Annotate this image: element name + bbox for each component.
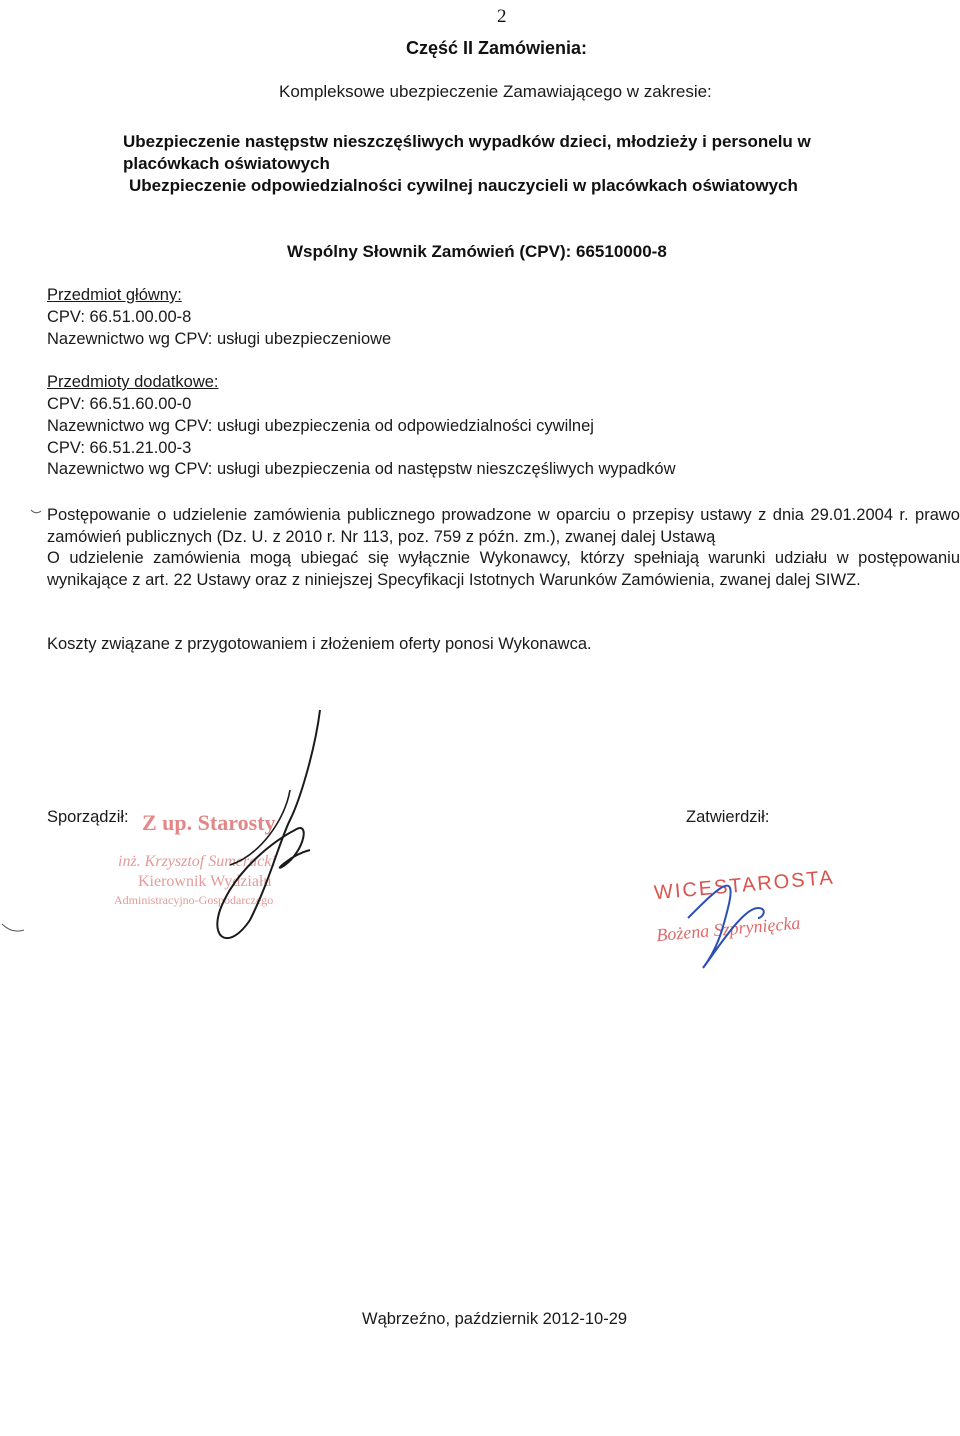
additional-subject-name: Nazewnictwo wg CPV: usługi ubezpieczenia od następstw nieszczęśliwych wypadków	[47, 460, 676, 478]
svg-text:Administracyjno-Gospodarczego: Administracyjno-Gospodarczego	[114, 893, 274, 907]
margin-mark	[0, 920, 26, 936]
page-number: 2	[497, 6, 507, 27]
cpv-main-code: Wspólny Słownik Zamówień (CPV): 66510000-8	[287, 242, 667, 261]
main-subject-cpv: CPV: 66.51.00.00-8	[47, 308, 192, 326]
scope-line-3: Ubezpieczenie odpowiedzialności cywilnej nauczycieli w placówkach oświatowych	[129, 176, 798, 195]
additional-subject-cpv: CPV: 66.51.21.00-3	[47, 439, 192, 457]
margin-mark	[30, 505, 42, 517]
prepared-by-label: Sporządził:	[47, 808, 129, 826]
main-subject-name: Nazewnictwo wg CPV: usługi ubezpieczeniowe	[47, 330, 392, 348]
place-and-date: Wąbrzeźno, październik 2012-10-29	[362, 1310, 628, 1328]
legal-basis-paragraph: Postępowanie o udzielenie zamówienia publicznego prowadzone w oparciu o przepisy ustawy z dnia 29.01.2004 r. prawo zamówień publicznych (Dz. U. z 2010 r. Nr 113, poz. 759 z późn. zm.), zwanej dalej Ustawą	[47, 506, 960, 546]
additional-subject-name: Nazewnictwo wg CPV: usługi ubezpieczenia od odpowiedzialności cywilnej	[47, 417, 594, 435]
approved-by-label: Zatwierdził:	[686, 808, 770, 826]
section-title: Część II Zamówienia:	[406, 38, 588, 58]
svg-text:WICESTAROSTA: WICESTAROSTA	[653, 866, 836, 905]
scope-line-1: Ubezpieczenie następstw nieszczęśliwych wypadków dzieci, młodzieży i personelu w	[123, 132, 811, 151]
svg-text:Z up. Starosty: Z up. Starosty	[142, 810, 276, 835]
svg-text:inż. Krzysztof Sumeracki: inż. Krzysztof Sumeracki	[118, 853, 276, 870]
additional-subjects-label: Przedmioty dodatkowe:	[47, 373, 219, 391]
svg-text:Bożena Szprynięcka: Bożena Szprynięcka	[655, 912, 802, 946]
costs-paragraph: Koszty związane z przygotowaniem i złożeniem oferty ponosi Wykonawca.	[47, 635, 592, 653]
main-subject-label: Przedmiot główny:	[47, 286, 182, 304]
scope-line-2: placówkach oświatowych	[123, 154, 330, 173]
left-official-stamp	[110, 690, 390, 970]
subtitle: Kompleksowe ubezpieczenie Zamawiającego w zakresie:	[279, 82, 712, 101]
right-official-stamp	[648, 848, 848, 978]
eligibility-paragraph: O udzielenie zamówienia mogą ubiegać się wyłącznie Wykonawcy, którzy spełniają warunki udziału w postępowaniu wynikające z art. 22 Ustawy oraz z niniejszej Specyfikacji Istotnych Warunków Zamówienia, zwanej dalej SIWZ.	[47, 549, 960, 589]
svg-text:Kierownik Wydziału: Kierownik Wydziału	[138, 873, 272, 890]
additional-subject-cpv: CPV: 66.51.60.00-0	[47, 395, 192, 413]
